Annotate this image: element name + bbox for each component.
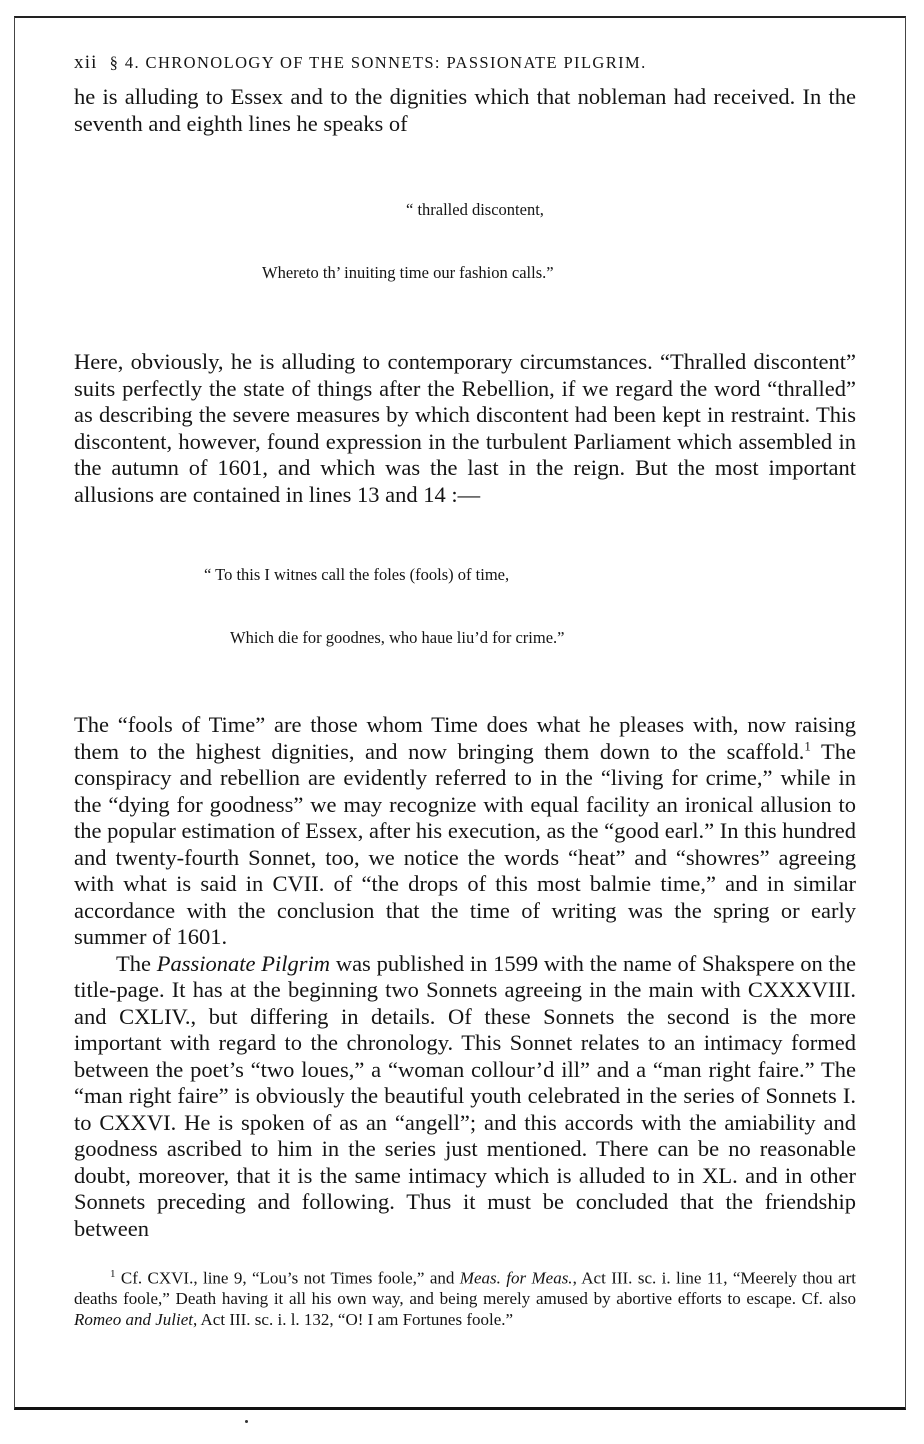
paragraph-3-text-b: The conspiracy and rebellion are evidently referred to in the “living for crime,” while in the “dying for goodness” we may recognize with equal facility an ironical allusion to the popular estimation of Essex, after his execution, as the “good earl.” In this hundred and twenty-fourth Sonnet, too, we notice the words “heat” and “showres” agreeing with what is said in CVII. of “the drops of this most balmie time,” and in similar accordance with the conclusion that the time of writing was the spring or early summer of 1601. [74, 738, 856, 949]
quotation-2 [74, 522, 856, 690]
footnote-italic-meas: Meas. for Meas. [459, 1268, 573, 1288]
quotation-2-line-1: “ To this I witnes call the foles (fools) of time, [204, 565, 510, 584]
footnote-reference[interactable]: 1 [804, 738, 811, 753]
quotation-2-line-2: Which die for goodnes, who haue liu’d for crime.” [230, 628, 565, 647]
book-title-passionate-pilgrim: Passionate Pilgrim [156, 950, 331, 976]
paragraph-1: he is alluding to Essex and to the dignities which that nobleman had received. In the seventh and eighth lines he speaks of [74, 84, 856, 136]
footnote [74, 1264, 856, 1330]
paragraph-4 [74, 951, 856, 1243]
paragraph-4-text-b: was published in 1599 with the name of Shakspere on the title-page. It has at the beginning two Sonnets agreeing in the main with CXXXVIII. and CXLIV., but differing in details. Of these Sonnets the second is the more important with regard to the chronology. This Sonnet relates to an intimacy formed between the poet’s “two loues,” a “woman collour’d ill” and a “man right faire.” The “man right faire” is obviously the beautiful youth celebrated in the series of Sonnets I. to CXXVI. He is spoken of as an “angell”; and this accords with the amiability and goodness ascribed to him in the series just mentioned. There can be no reasonable doubt, moreover, that it is the same intimacy which is alluded to in XL. and in other Sonnets preceding and following. Thus it must be concluded that the friendship between [74, 950, 857, 1241]
page-number: xii [74, 52, 98, 73]
quotation-1 [74, 157, 856, 325]
footnote-text-c: , Act III. sc. i. l. 132, “O! I am Fortunes foole.” [192, 1309, 514, 1329]
running-head [74, 48, 856, 78]
footnote-italic-romeo: Romeo and Juliet [74, 1309, 193, 1329]
paragraph-3-text-a: The “fools of Time” are those whom Time does what he pleases with, now raising them to the highest dignities, and now bringing them down to the scaffold. [74, 712, 856, 764]
paragraph-4-text-a: The [116, 950, 157, 976]
footnote-text-a: Cf. CXVI., line 9, “Lou’s not Times foole,” and [115, 1268, 460, 1288]
footnote-marker: 1 [110, 1268, 116, 1280]
footnote-text-b: , Act III. sc. i. line 11, “Meerely thou art deaths foole,” Death having it all his own way, and being merely amused by abortive efforts to escape. Cf. also [74, 1268, 856, 1309]
quotation-1-line-2: Whereto th’ inuiting time our fashion calls.” [262, 263, 554, 282]
print-speck [245, 1420, 248, 1423]
paragraph-3 [74, 712, 856, 951]
paragraph-2: Here, obviously, he is alluding to contemporary circumstances. “Thralled discontent” suits perfectly the state of things after the Rebellion, if we regard the word “thralled” as describing the severe measures by which discontent had been kept in restraint. This discontent, however, found expression in the turbulent Parliament which assembled in the autumn of 1601, and which was the last in the reign. But the most important allusions are contained in lines 13 and 14 :— [74, 349, 856, 507]
page-content [74, 48, 856, 1330]
running-title: § 4. CHRONOLOGY OF THE SONNETS: PASSIONATE PILGRIM. [109, 53, 647, 72]
quotation-1-line-1: “ thralled discontent, [406, 200, 544, 219]
